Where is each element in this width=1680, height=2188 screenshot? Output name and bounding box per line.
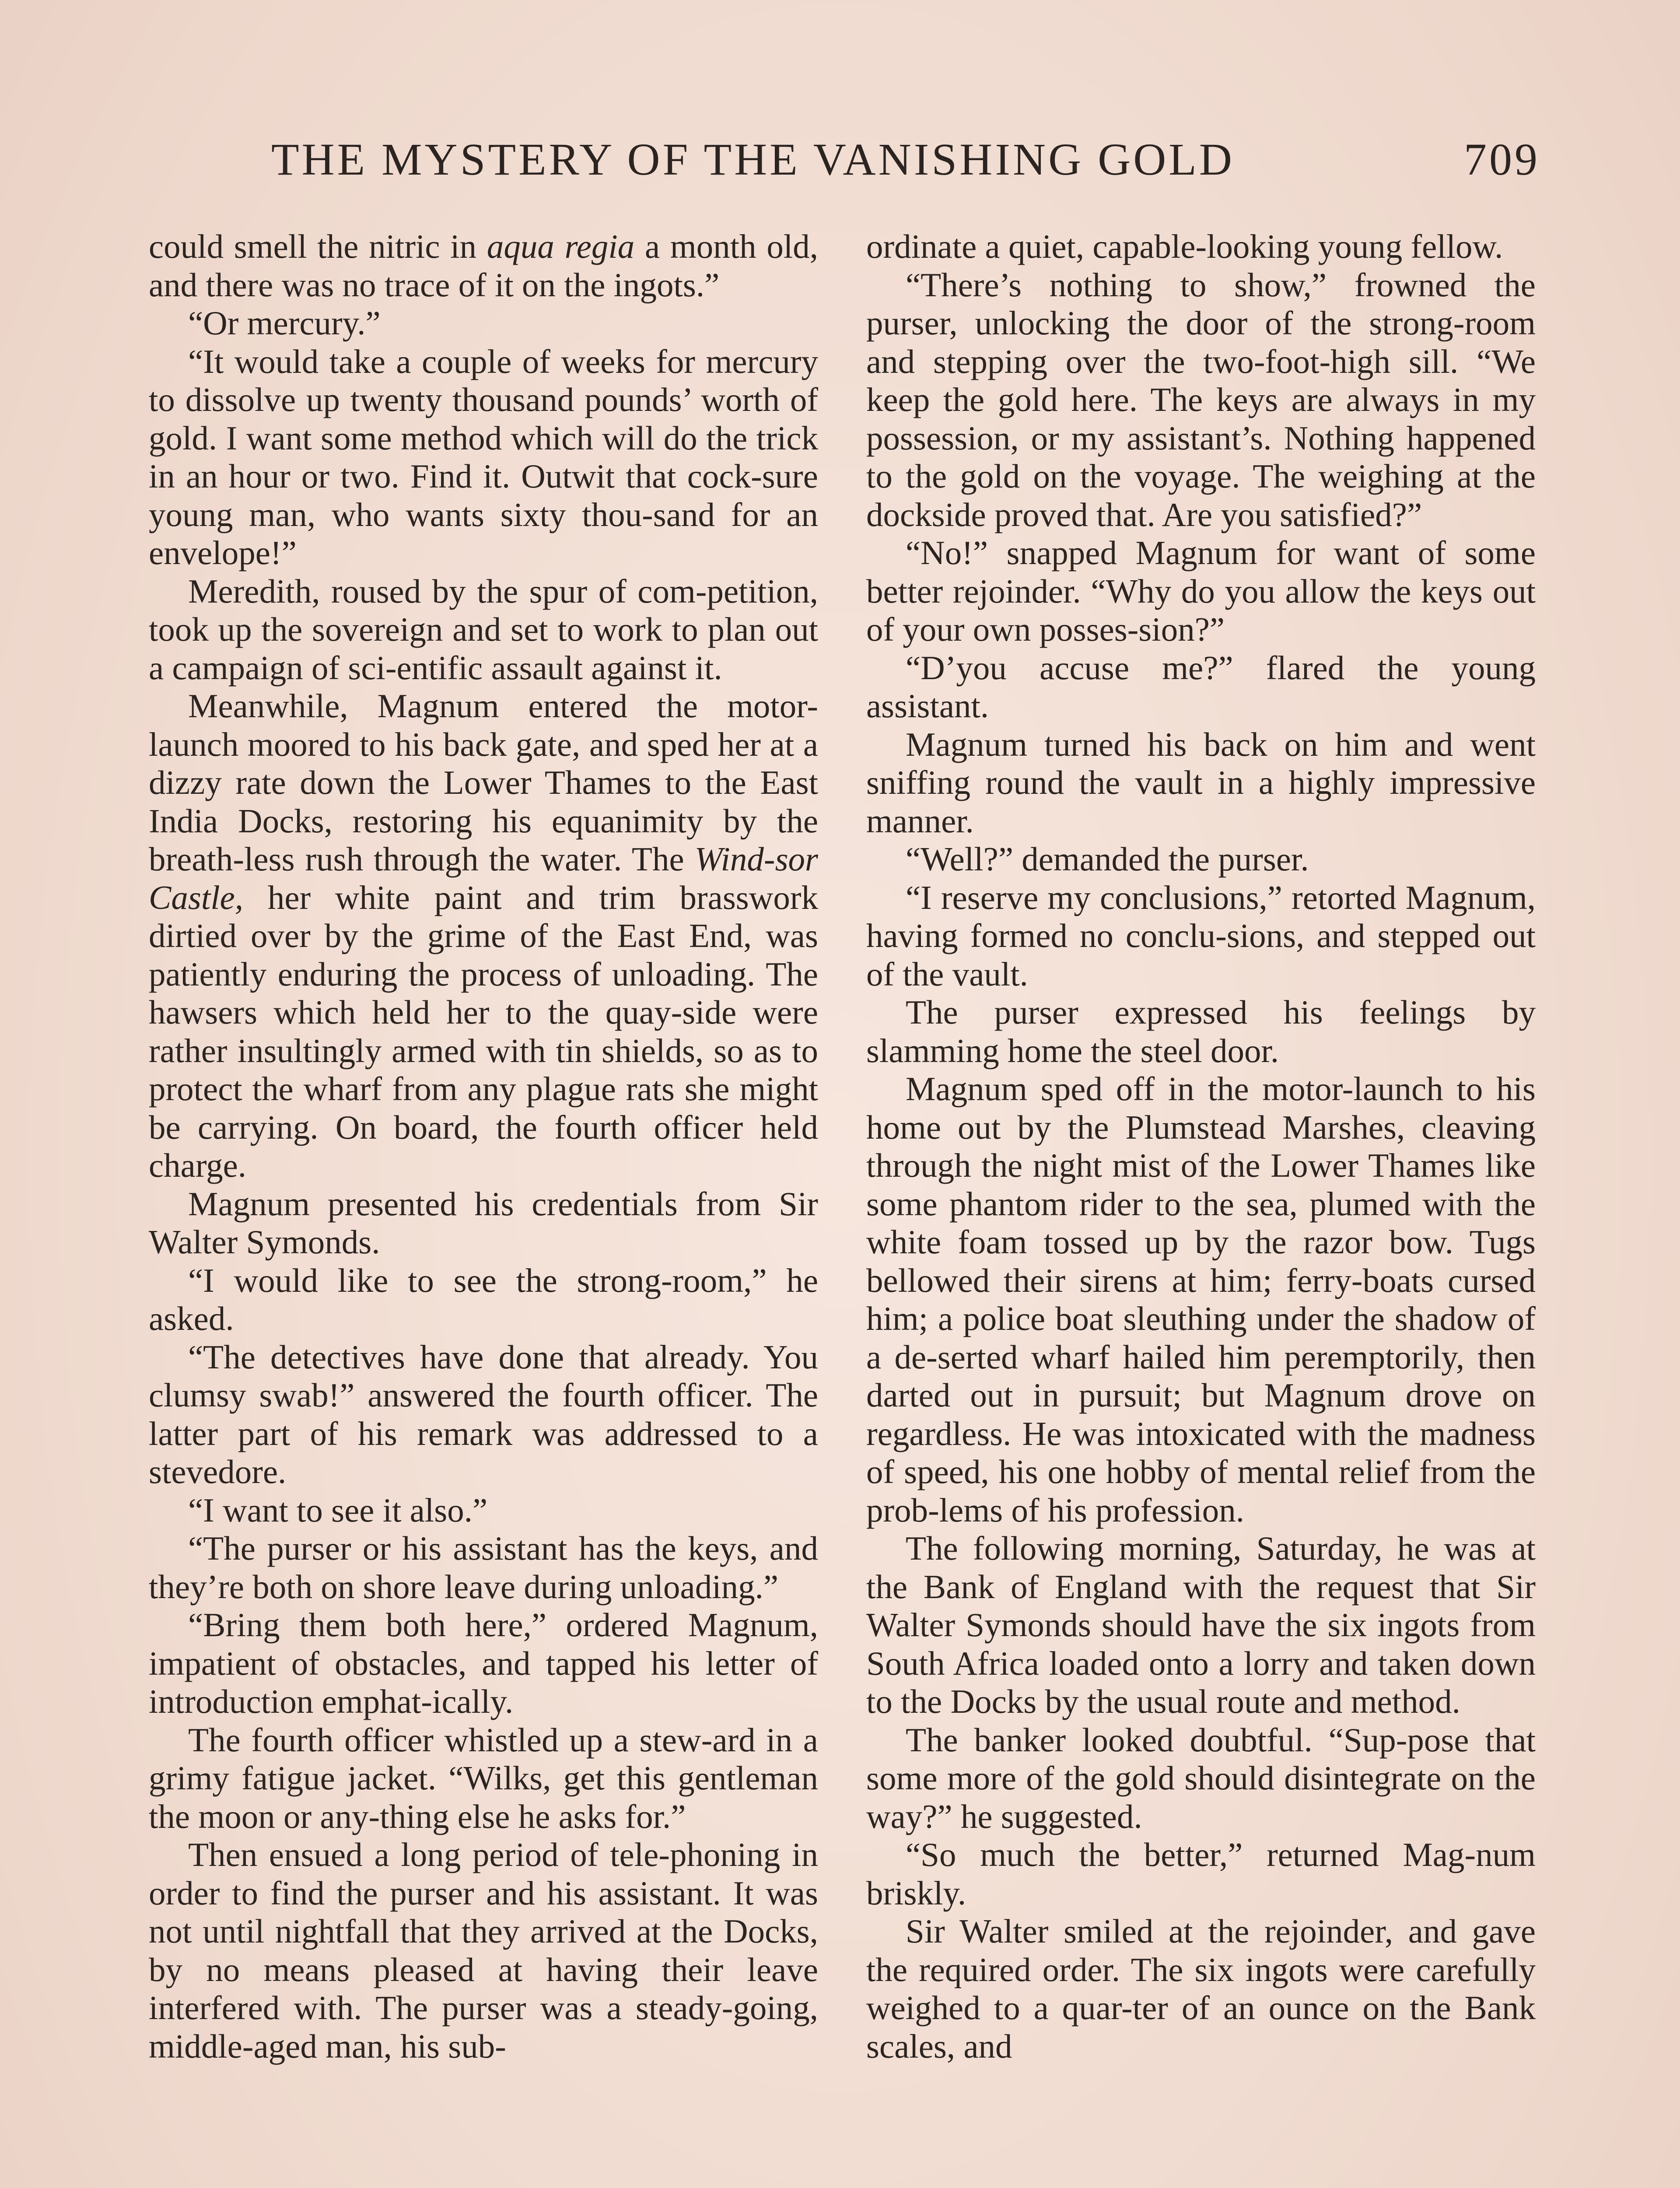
paragraph bbox=[149, 1262, 818, 1338]
paragraph-text: a month old, and there was no trace of it on the ingots.” bbox=[149, 228, 818, 304]
paragraph bbox=[149, 1606, 818, 1721]
paragraph bbox=[149, 304, 818, 343]
chapter-title: THE MYSTERY OF THE VANISHING GOLD bbox=[271, 134, 1235, 185]
paragraph-text: ordinate a quiet, capable-looking young fellow. bbox=[866, 228, 1503, 265]
paragraph bbox=[149, 572, 818, 687]
paragraph bbox=[866, 228, 1536, 266]
paragraph bbox=[866, 840, 1536, 879]
paragraph-text: “It would take a couple of weeks for mercury to dissolve up twenty thousand pounds’ worth of gold. I want some method which will do the trick in an hour or two. Find it. Outwit that cock-sure young man, who wants sixty thou-sand for an envelope!” bbox=[149, 342, 818, 572]
paragraph-text: The following morning, Saturday, he was at the Bank of England with the request that Sir Walter Symonds should have the six ingots from South Africa loaded onto a lorry and taken down to the Docks by the usual route and method. bbox=[866, 1529, 1536, 1720]
paragraph-text: “Well?” demanded the purser. bbox=[906, 840, 1309, 878]
paragraph bbox=[866, 266, 1536, 534]
paragraph-text: Meanwhile, Magnum entered the motor-launch moored to his back gate, and sped her at a dizzy rate down the Lower Thames to the East India Docks, restoring his equanimity by the breath-less rush through the water. The bbox=[149, 687, 818, 878]
paragraph bbox=[149, 687, 818, 1185]
paragraph bbox=[866, 1070, 1536, 1529]
paragraph bbox=[866, 649, 1536, 726]
paragraph-text: Magnum sped off in the motor-launch to his home out by the Plumstead Marshes, cleaving through the night mist of the Lower Thames like some phantom rider to the sea, plumed with the white foam tossed up by the razor bow. Tugs bellowed their sirens at him; ferry-boats cursed him; a police boat sleuthing under the shadow of a de-serted wharf hailed him peremptorily, then darted out in pursuit; but Magnum drove on regardless. He was intoxicated with the madness of speed, his one hobby of mental relief from the prob-lems of his profession. bbox=[866, 1070, 1536, 1529]
paragraph bbox=[149, 1338, 818, 1491]
right-text-column bbox=[866, 228, 1536, 2065]
paragraph-text: Magnum turned his back on him and went sniffing round the vault in a highly impressive manner. bbox=[866, 725, 1536, 840]
paragraph-text: “I reserve my conclusions,” retorted Magnum, having formed no conclu-sions, and stepped out of the vault. bbox=[866, 878, 1536, 993]
paragraph bbox=[866, 1912, 1536, 2065]
paragraph bbox=[866, 879, 1536, 994]
paragraph-text: Then ensued a long period of tele-phoning in order to find the purser and his assistant. It was not until nightfall that they arrived at the Docks, by no means pleased at having their leave interfered with. The purser was a steady-going, middle-aged man, his sub- bbox=[149, 1836, 818, 2065]
page-number: 709 bbox=[1464, 134, 1540, 185]
paragraph-text: “The purser or his assistant has the keys, and they’re both on shore leave during unloading.” bbox=[149, 1529, 818, 1606]
running-header bbox=[271, 131, 1540, 188]
paragraph-text: “I want to see it also.” bbox=[188, 1491, 488, 1529]
paragraph-text: “There’s nothing to show,” frowned the purser, unlocking the door of the strong-room and stepping over the two-foot-high sill. “We keep the gold here. The keys are always in my possession, or my assistant’s. Nothing happened to the gold on the voyage. The weighing at the dockside proved that. Are you satisfied?” bbox=[866, 266, 1536, 533]
paragraph-text: “I would like to see the strong-room,” he asked. bbox=[149, 1261, 818, 1337]
paragraph-text: Meredith, roused by the spur of com-petition, took up the sovereign and set to work to plan out a campaign of sci-entific assault against it. bbox=[149, 572, 818, 687]
left-text-column bbox=[149, 228, 818, 2065]
paragraph-text: The banker looked doubtful. “Sup-pose that some more of the gold should disintegrate on the way?” he suggested. bbox=[866, 1721, 1536, 1835]
paragraph bbox=[866, 726, 1536, 841]
paragraph bbox=[149, 1529, 818, 1606]
paragraph-text: “Or mercury.” bbox=[188, 304, 381, 342]
paragraph bbox=[149, 1491, 818, 1530]
paragraph bbox=[149, 1721, 818, 1836]
paragraph bbox=[149, 343, 818, 572]
paragraph bbox=[866, 1721, 1536, 1836]
paragraph-text: “So much the better,” returned Mag-num briskly. bbox=[866, 1836, 1536, 1912]
paragraph-text: The purser expressed his feelings by slamming home the steel door. bbox=[866, 993, 1536, 1069]
paragraph-text: “Bring them both here,” ordered Magnum, impatient of obstacles, and tapped his letter of introduction emphat-ically. bbox=[149, 1606, 818, 1720]
paragraph-text: Sir Walter smiled at the rejoinder, and gave the required order. The six ingots were carefully weighed to a quar-ter of an ounce on the Bank scales, and bbox=[866, 1912, 1536, 2065]
paragraph bbox=[149, 1185, 818, 1262]
paragraph-text: “D’you accuse me?” flared the young assistant. bbox=[866, 649, 1536, 725]
paragraph-text: Magnum presented his credentials from Sir Walter Symonds. bbox=[149, 1185, 818, 1261]
paragraph bbox=[866, 1529, 1536, 1721]
paragraph bbox=[866, 534, 1536, 649]
paragraph-text: could smell the nitric in bbox=[149, 228, 487, 265]
paragraph bbox=[149, 1836, 818, 2065]
paragraph bbox=[866, 1836, 1536, 1912]
italic-text: Wind-sor Castle, bbox=[149, 840, 818, 916]
paragraph bbox=[866, 993, 1536, 1070]
paragraph-text: her white paint and trim brasswork dirtied over by the grime of the East End, was patiently enduring the process of unloading. The hawsers which held her to the quay-side were rather insultingly armed with tin shields, so as to protect the wharf from any plague rats she might be carrying. On board, the fourth officer held charge. bbox=[149, 878, 818, 1184]
paragraph-text: “The detectives have done that already. You clumsy swab!” answered the fourth officer. The latter part of his remark was addressed to a stevedore. bbox=[149, 1338, 818, 1490]
paragraph-text: “No!” snapped Magnum for want of some better rejoinder. “Why do you allow the keys out of your own posses-sion?” bbox=[866, 534, 1536, 648]
paragraph-text: The fourth officer whistled up a stew-ard in a grimy fatigue jacket. “Wilks, get this gentleman the moon or any-thing else he asks for.” bbox=[149, 1721, 818, 1835]
italic-text: aqua regia bbox=[486, 228, 635, 265]
paragraph bbox=[149, 228, 818, 304]
